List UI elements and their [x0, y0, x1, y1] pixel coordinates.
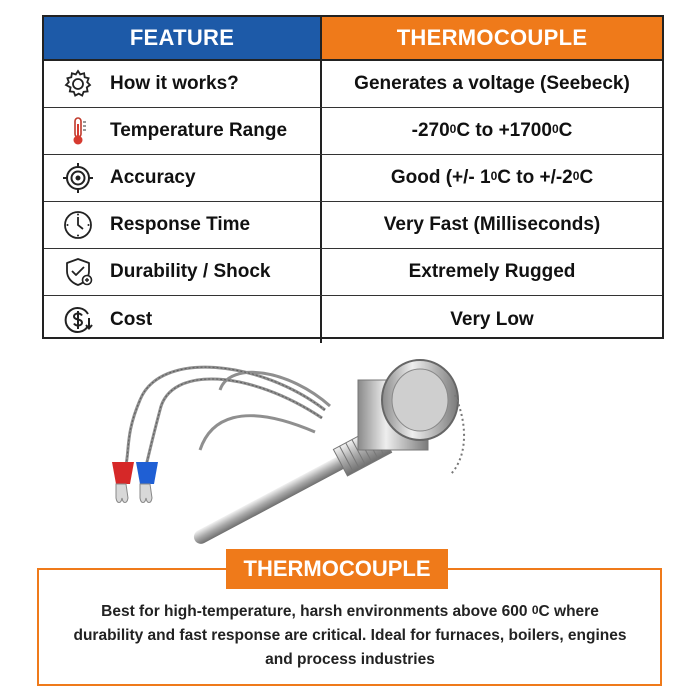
- feature-value: Extremely Rugged: [408, 261, 576, 282]
- table-row: [44, 61, 662, 108]
- summary-line: and process industries: [265, 651, 435, 668]
- comparison-table: [42, 15, 664, 339]
- table-row: [44, 296, 662, 343]
- gear-icon: [58, 64, 98, 104]
- table-header-row: [44, 17, 662, 61]
- feature-column-header: FEATURE: [44, 17, 322, 59]
- feature-label: Temperature Range: [110, 120, 288, 141]
- feature-value: Very Low: [450, 308, 534, 330]
- table-row: [44, 155, 662, 202]
- feature-value: Generates a voltage (Seebeck): [354, 73, 630, 94]
- target-icon: [58, 158, 98, 198]
- table-row: [44, 249, 662, 296]
- shield-icon: [58, 252, 98, 292]
- summary-line: Best for high-temperature, harsh environments above 600 $^0$C where: [101, 603, 599, 620]
- feature-label: Response Time: [110, 214, 251, 235]
- feature-value: Good (+/- 1 $^0$ C to +/-2 $^0$ C: [390, 167, 594, 188]
- feature-label: How it works?: [110, 73, 239, 94]
- thermometer-icon: [58, 111, 98, 151]
- clock-icon: [58, 205, 98, 245]
- summary-text: [60, 600, 640, 672]
- feature-label: Accuracy: [110, 167, 196, 188]
- table-row: [44, 108, 662, 155]
- blue-terminal: [136, 462, 158, 484]
- thermocouple-column-header: THERMOCOUPLE: [322, 17, 662, 59]
- summary-line: durability and fast response are critical. Ideal for furnaces, boilers, engines: [73, 627, 627, 644]
- feature-label: Cost: [110, 308, 153, 330]
- feature-value: -270 $^0$ C to +1700 $^0$ C: [411, 120, 573, 141]
- thermocouple-sensor-image: [60, 340, 660, 555]
- feature-label: Durability / Shock: [110, 261, 271, 282]
- summary-title: THERMOCOUPLE: [226, 549, 448, 589]
- red-terminal: [112, 462, 134, 484]
- dollar-down-icon: [58, 300, 98, 340]
- feature-value: Very Fast (Milliseconds): [383, 214, 601, 235]
- table-row: [44, 202, 662, 249]
